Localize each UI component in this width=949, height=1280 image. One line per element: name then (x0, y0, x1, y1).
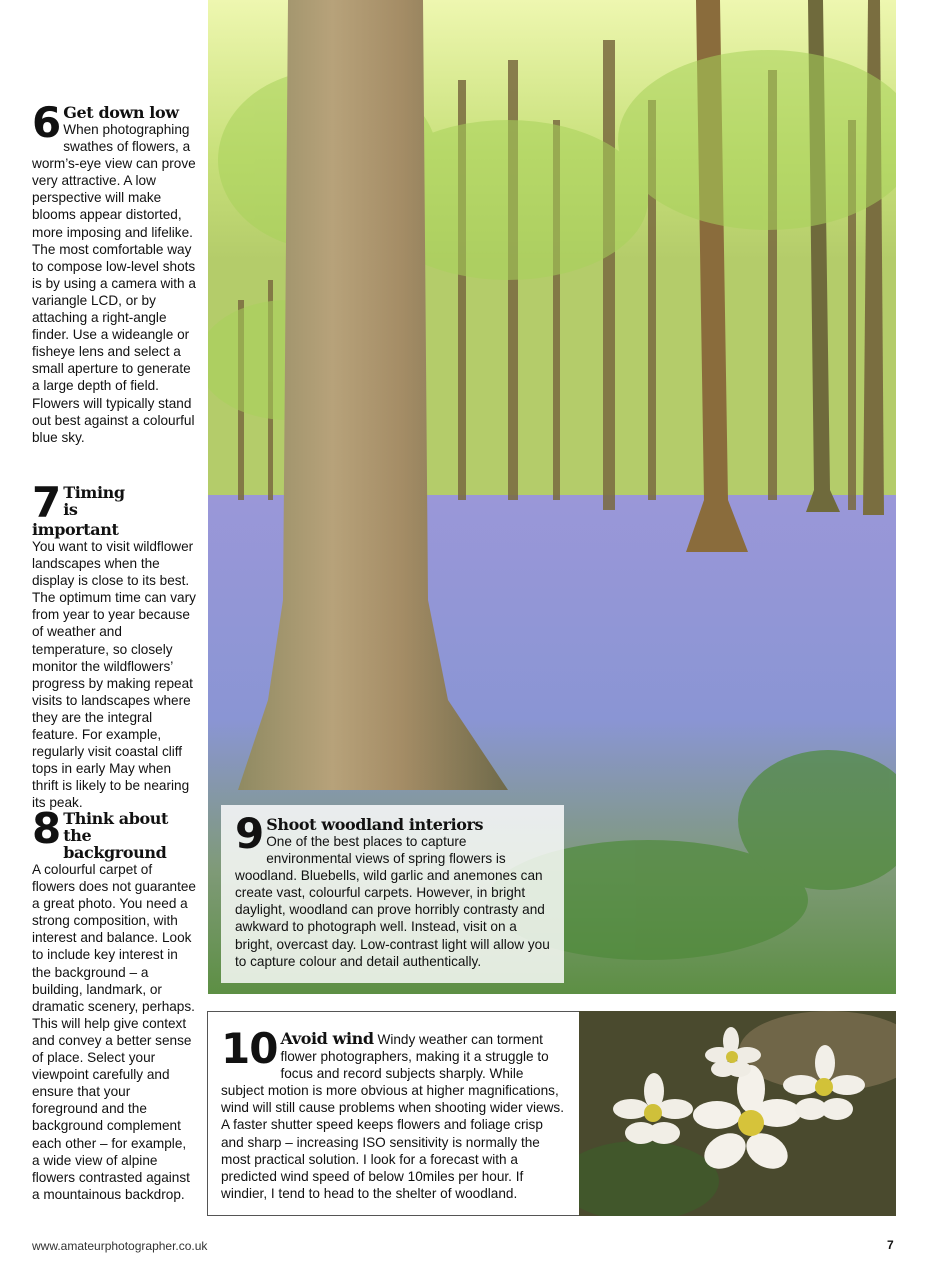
text-column-tip7 (32, 478, 197, 812)
tip-body: One of the best places to capture environmental views of spring flowers is woodland. Bluebells, wild garlic and anemones can create vast, colourful carpets. However, in bright daylight, woodland can prove horribly contrasty and awkward to photograph well. Instead, visit on a bright, overcast day. Low-contrast light will allow you to capture colour and detail authentically. (235, 834, 550, 969)
tip-10-box (207, 1011, 579, 1216)
text-column (32, 98, 197, 446)
tip-number: 6 (32, 98, 61, 147)
anemone-illustration (579, 1011, 896, 1216)
tip-9 (235, 809, 555, 970)
footer-url: www.amateurphotographer.co.uk (32, 1239, 208, 1253)
tip-10 (221, 1024, 566, 1202)
text-column-tip8 (32, 804, 197, 1203)
tip-9-box (221, 805, 564, 983)
tip-number: 9 (235, 809, 264, 858)
tip-8 (32, 804, 197, 1203)
tip-body: You want to visit wildflower landscapes when the display is close to its best. The optimum time can vary from year to year because of weather and temperature, so closely monitor the wildflowers’ progress by making repeat visits to landscapes where they are the integral feature. For example, regularly visit coastal cliff tops in early May when thrift is likely to be nearing its peak. (32, 539, 196, 811)
tip-heading: Think about the background (63, 809, 168, 862)
tip-body: A colourful carpet of flowers does not guarantee a great photo. You need a strong composition, with interest and balance. Look to include key interest in the background – a building, landmark, or dramatic scenery, perhaps. This will help give context and convey a better sense of place. Select your viewpoint carefully and ensure that your foreground and the background complement each other – for example, a wide view of alpine flowers contrasted against a mountainous backdrop. (32, 862, 196, 1202)
tip-heading: Shoot woodland interiors (266, 815, 484, 834)
wood-anemone-photo (579, 1011, 896, 1216)
tip-heading: Get down low (63, 103, 179, 122)
tip-number: 8 (32, 804, 61, 853)
tip-heading: Avoid wind (280, 1029, 374, 1048)
tip-heading: Timing is important (32, 483, 125, 539)
tip-number: 10 (221, 1024, 278, 1073)
tip-6 (32, 98, 197, 446)
tip-7 (32, 478, 197, 812)
tip-body: When photographing swathes of flowers, a worm’s-eye view can prove very attractive. A low perspective will make blooms appear distorted, more imposing and lifelike. The most comfortable way to compose low-level shots is by using a camera with a variangle LCD, or by attaching a right-angle finder. Use a wideangle or fisheye lens and select a small aperture to generate a large depth of field. Flowers will typically stand out best against a colourful blue sky. (32, 122, 196, 445)
tip-body: Windy weather can torment flower photographers, making it a struggle to focus and record subjects sharply. While subject motion is more obvious at higher magnifications, wind will still cause problems when shooting wider views. A faster shutter speed keeps flowers and foliage crisp and sharp – increasing ISO sensitivity is normally the most practical solution. I look for a forecast with a predicted wind speed of below 10miles per hour. If windier, I tend to head to the shelter of woodland. (221, 1032, 565, 1201)
page-number: 7 (887, 1238, 894, 1252)
tip-number: 7 (32, 478, 61, 527)
